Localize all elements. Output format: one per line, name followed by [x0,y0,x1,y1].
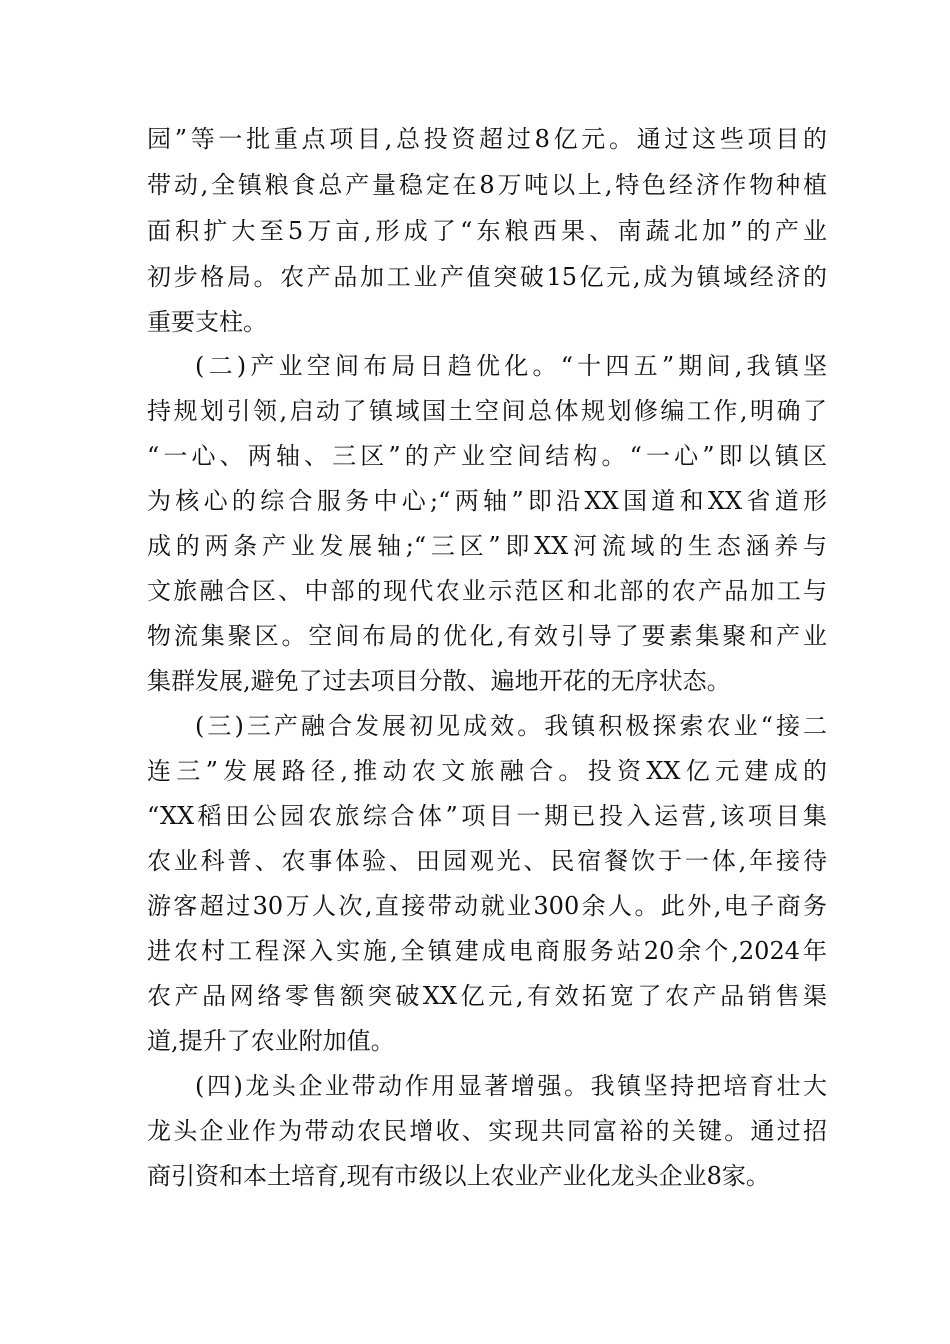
text-line: 面积扩大至5万亩,形成了“东粮西果、南蔬北加”的产业 [147,217,827,245]
text-line: 重要支柱。 [147,308,267,336]
text-line: 龙头企业作为带动农民增收、实现共同富裕的关键。通过招 [147,1117,827,1145]
text-line: 初步格局。农产品加工业产值突破15亿元,成为镇域经济的 [147,263,827,291]
text-line: 集群发展,避免了过去项目分散、遍地开花的无序状态。 [147,667,731,695]
text-line: 道,提升了农业附加值。 [147,1027,395,1055]
text-line: 文旅融合区、中部的现代农业示范区和北部的农产品加工与 [147,577,827,605]
text-line: “一心、两轴、三区”的产业空间结构。“一心”即以镇区 [147,442,827,470]
text-line: 农业科普、农事体验、田园观光、民宿餐饮于一体,年接待 [147,847,827,875]
text-line: 游客超过30万人次,直接带动就业300余人。此外,电子商务 [147,892,827,920]
text-line: 进农村工程深入实施,全镇建成电商服务站20余个,2024年 [147,937,827,965]
text-line: “XX稻田公园农旅综合体”项目一期已投入运营,该项目集 [147,802,827,830]
text-line: 园”等一批重点项目,总投资超过8亿元。通过这些项目的 [147,125,827,153]
section-heading-line: (四)龙头企业带动作用显著增强。我镇坚持把培育壮大 [195,1072,827,1100]
section-heading-line: (三)三产融合发展初见成效。我镇积极探索农业“接二 [195,712,827,740]
text-line: 为核心的综合服务中心;“两轴”即沿XX国道和XX省道形 [147,487,827,515]
text-line: 持规划引领,启动了镇域国土空间总体规划修编工作,明确了 [147,397,827,425]
text-line: 成的两条产业发展轴;“三区”即XX河流域的生态涵养与 [147,532,827,560]
section-heading-line: (二)产业空间布局日趋优化。“十四五”期间,我镇坚 [195,352,827,380]
text-line: 连三”发展路径,推动农文旅融合。投资XX亿元建成的 [147,757,827,785]
text-line: 物流集聚区。空间布局的优化,有效引导了要素集聚和产业 [147,622,827,650]
text-line: 带动,全镇粮食总产量稳定在8万吨以上,特色经济作物种植 [147,171,827,199]
text-line: 农产品网络零售额突破XX亿元,有效拓宽了农产品销售渠 [147,982,827,1010]
text-line: 商引资和本土培育,现有市级以上农业产业化龙头企业8家。 [147,1162,770,1190]
